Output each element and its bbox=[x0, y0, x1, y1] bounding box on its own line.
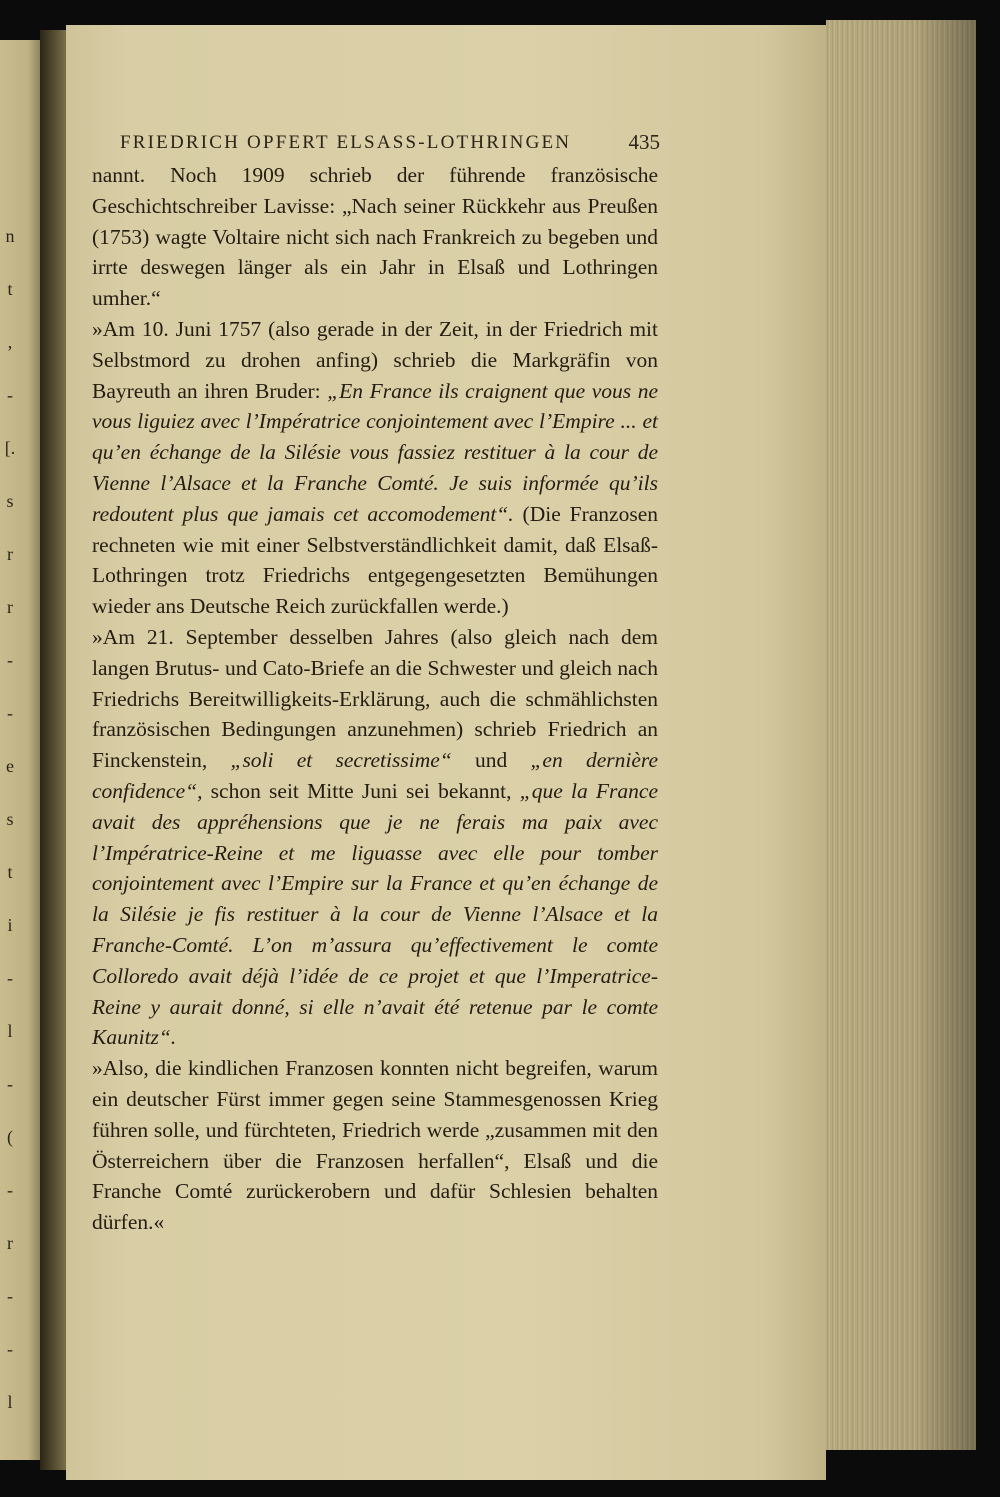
text-segment: »Also, die kindlichen Franzosen konnten nicht begreifen, warum ein deutscher Fürst immer gegen seine Stammesgenossen Krieg führen solle, und fürchteten, Friedrich werde „zusammen mit den Österreichern über die Franzosen herfallen“, Elsaß und die Franche Comté zurückerobern und dafür Schlesien behalten dürfen.« bbox=[92, 1056, 658, 1235]
text-segment: schon seit Mitte Juni sei bekannt, bbox=[202, 778, 520, 803]
left-page-fragment: n bbox=[5, 226, 15, 246]
french-quote: „soli et secretissime“ bbox=[230, 748, 452, 773]
french-quote: „que la France avait des appréhensions que je ne ferais ma paix avec l’Impératrice-Reine et me liguasse avec elle pour tomber conjointement avec l’Empire sur la France et qu’en échange de la Silésie je fis restituer à la cour de Vienne l’Alsace et la Franche-Comté. L’on m’assura qu’effectivement le comte Colloredo avait déjà l’idée de ce projet et que l’Imperatrice-Reine y aurait donné, si elle n’avait été retenue par le comte Kaunitz“. bbox=[92, 778, 658, 1050]
left-page-fragment: i bbox=[7, 915, 13, 935]
french-quote: „en dernière confidence“, bbox=[92, 748, 658, 803]
text-segment: »Am 10. Juni 1757 (also gerade in der Zeit, in der Friedrich mit Selbstmord zu drohen anfing) schrieb die Markgräfin von Bayreuth an ihren Bruder: bbox=[92, 316, 658, 403]
running-title: FRIEDRICH OPFERT ELSASS-LOTHRINGEN bbox=[120, 132, 572, 153]
left-page-fragment: - bbox=[7, 1286, 13, 1306]
text-segment: »Am 21. September desselben Jahres (also gleich nach dem langen Brutus- und Cato-Briefe an die Schwester und gleich nach Friedrichs Bereitwilligkeits-Erklärung, auch die schmählichsten französischen Bedingungen anzunehmen) schrieb Friedrich an Finckenstein, bbox=[92, 624, 658, 773]
left-page-fragment: l bbox=[7, 1021, 13, 1041]
french-quote: „En France ils craignent que vous ne vous liguiez avec l’Impératrice conjointement avec l’Empire ... et qu’en échange de la Silésie vous fassiez restituer à la cour de Vienne l’Alsace et la Franche Comté. Je suis informée qu’ils redoutent plus que jamais cet accomodement“. bbox=[92, 378, 658, 526]
text-segment: und bbox=[451, 748, 531, 773]
text-segment: nannt. Noch 1909 schrieb der führende französische Geschichtschreiber Lavisse: „Nach seiner Rückkehr aus Preußen (1753) wagte Voltaire nicht sich nach Frankreich zu begeben und irrte deswegen länger als ein Jahr in Elsaß und Lothringen umher.“ bbox=[92, 163, 658, 311]
page-header bbox=[120, 132, 660, 162]
paragraph-4 bbox=[92, 1053, 658, 1238]
page-number: 435 bbox=[628, 130, 660, 154]
left-page-fragment: - bbox=[7, 1074, 13, 1094]
left-page-fragment: s bbox=[6, 809, 14, 829]
page-edges-shadow bbox=[826, 20, 976, 1450]
paragraph-1 bbox=[92, 160, 658, 314]
left-page-fragment: e bbox=[6, 756, 14, 776]
left-page-fragment: r bbox=[7, 544, 13, 564]
left-page-fragment: [. bbox=[4, 438, 16, 458]
paragraph-3 bbox=[92, 622, 658, 1053]
left-page-fragment: t bbox=[7, 279, 13, 299]
left-page-fragment: r bbox=[7, 597, 13, 617]
left-page-fragment: , bbox=[7, 332, 13, 352]
text-segment: (Die Franzosen rechneten wie mit einer Selbstverständlichkeit damit, daß Elsaß-Lothringen trotz Friedrichs entgegengesetzten Bemühungen wieder ans Deutsche Reich zurückfallen werde.) bbox=[92, 501, 658, 619]
left-page-fragment: - bbox=[7, 385, 13, 405]
left-page-fragments bbox=[0, 210, 20, 1429]
left-page-fragment: - bbox=[7, 650, 13, 670]
left-page-fragment: t bbox=[7, 862, 13, 882]
book-gutter bbox=[40, 30, 66, 1470]
left-page-fragment: - bbox=[7, 968, 13, 988]
left-facing-page bbox=[0, 40, 40, 1460]
left-page-fragment: r bbox=[7, 1233, 13, 1253]
paragraph-2 bbox=[92, 314, 658, 622]
body-text bbox=[92, 160, 658, 1238]
left-page-fragment: - bbox=[7, 1339, 13, 1359]
left-page-fragment: - bbox=[7, 703, 13, 723]
left-page-fragment: s bbox=[6, 491, 14, 511]
left-page-fragment: ( bbox=[7, 1127, 13, 1147]
left-page-fragment: l bbox=[7, 1392, 13, 1412]
left-page-fragment: - bbox=[7, 1180, 13, 1200]
